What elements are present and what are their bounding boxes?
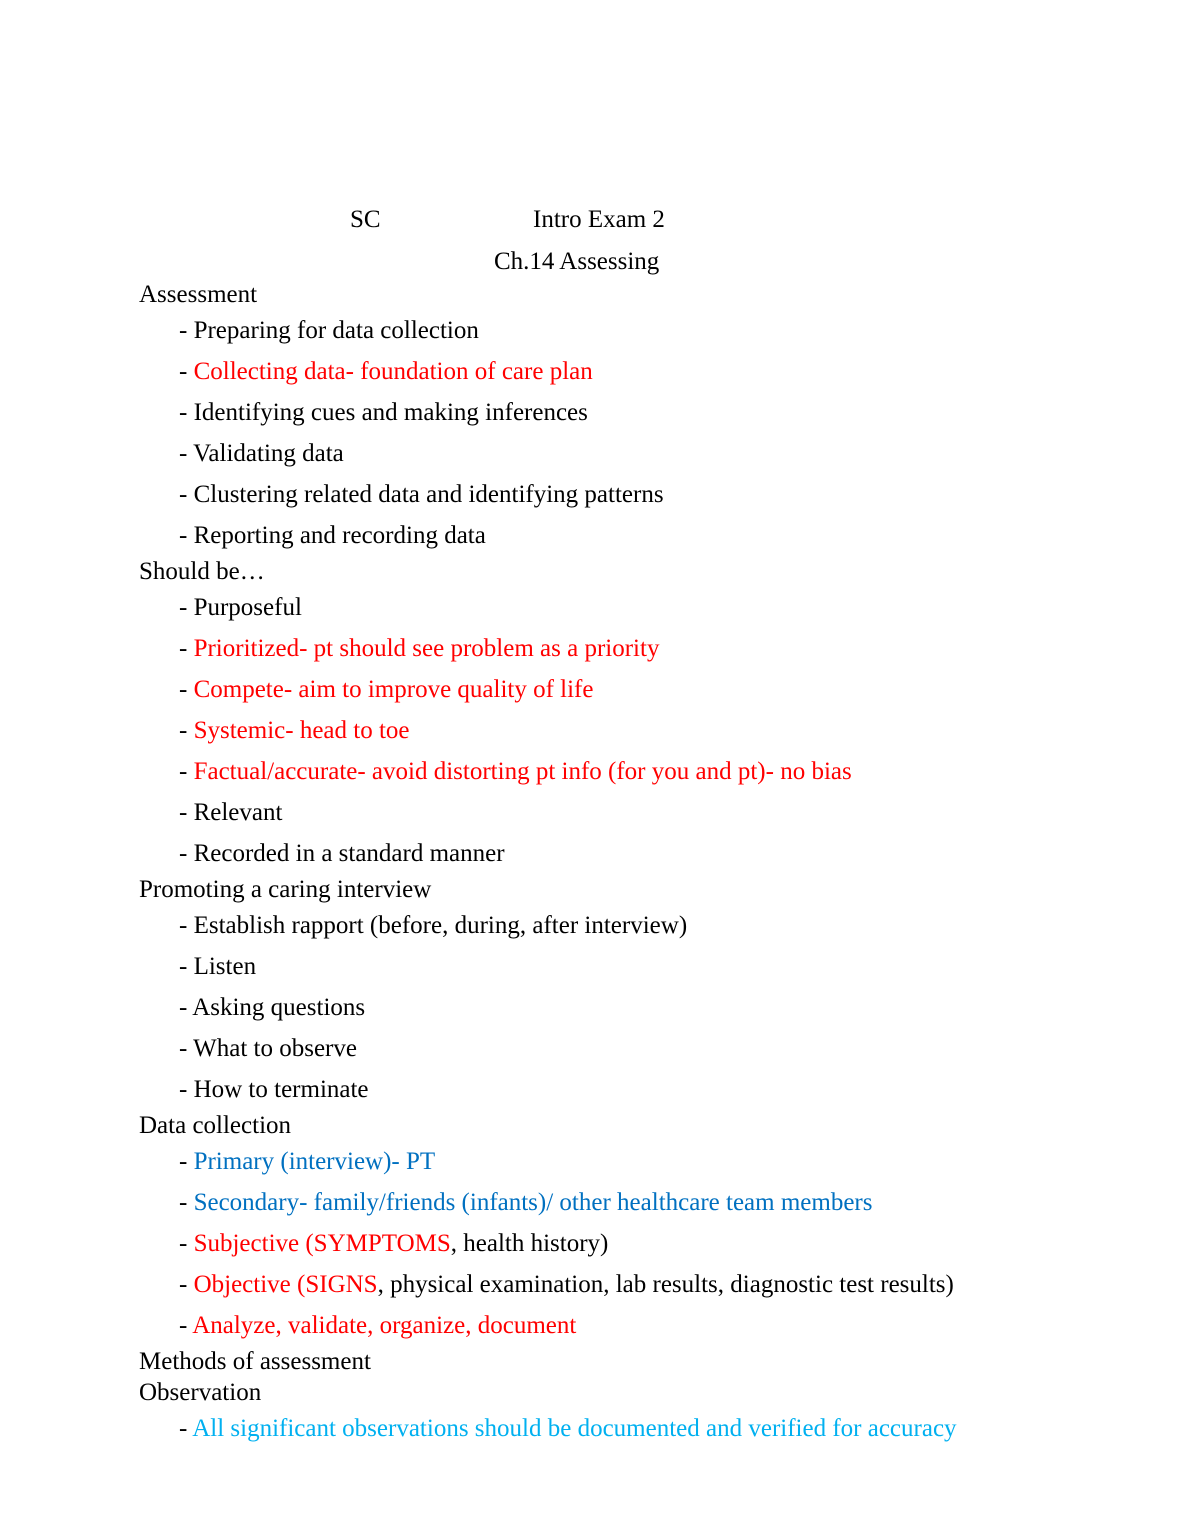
header-row — [0, 206, 1200, 240]
list-item — [139, 1069, 1179, 1110]
section-heading: Should be… — [139, 558, 265, 585]
list-item-text: Identifying cues and making inferences — [193, 399, 588, 426]
section — [139, 874, 1179, 1110]
list-item — [139, 710, 1179, 751]
list-item-text: Clustering related data and identifying patterns — [193, 481, 664, 508]
list-item-text: Compete- aim to improve quality of life — [193, 676, 594, 703]
list-item — [139, 946, 1179, 987]
list-item-text: How to terminate — [193, 1076, 369, 1103]
list-item — [139, 987, 1179, 1028]
list-item — [139, 392, 1179, 433]
bullet-dash: - — [179, 1230, 194, 1257]
section — [139, 1377, 1179, 1449]
list-item — [139, 905, 1179, 946]
section-heading: Promoting a caring interview — [139, 876, 432, 903]
list-item-text: Subjective (SYMPTOMS — [193, 1230, 451, 1257]
list-item — [139, 515, 1179, 556]
bullet-dash: - — [179, 522, 194, 549]
list-item — [139, 474, 1179, 515]
bullet-dash: - — [179, 676, 194, 703]
bullet-dash: - — [179, 317, 194, 344]
list-item — [139, 833, 1179, 874]
list-item-text: Listen — [193, 953, 257, 980]
list-item-text: , physical examination, lab results, diagnostic test results) — [377, 1271, 954, 1298]
list-item — [139, 433, 1179, 474]
section-heading: Data collection — [139, 1112, 292, 1139]
list-item-text: Systemic- head to toe — [193, 717, 410, 744]
list-item — [139, 1028, 1179, 1069]
list-item-text: Factual/accurate- avoid distorting pt info (for you and pt)- no bias — [193, 758, 852, 785]
list-item-text: Analyze, validate, organize, document — [192, 1312, 577, 1339]
list-item-text: Prioritized- pt should see problem as a priority — [193, 635, 660, 662]
bullet-dash: - — [179, 994, 193, 1021]
list-item — [139, 1305, 1179, 1346]
bullet-dash: - — [179, 1189, 194, 1216]
bullet-dash: - — [179, 594, 194, 621]
list-item-text: Establish rapport (before, during, after interview) — [193, 912, 688, 939]
section — [139, 279, 1179, 556]
list-item-text: Purposeful — [193, 594, 302, 621]
list-item-text: Validating data — [193, 440, 344, 467]
list-item-text: , health history) — [450, 1230, 609, 1257]
section-heading: Assessment — [139, 281, 258, 308]
list-item — [139, 751, 1179, 792]
bullet-dash: - — [179, 1271, 194, 1298]
list-item — [139, 1264, 1179, 1305]
bullet-dash: - — [179, 1076, 194, 1103]
list-item — [139, 628, 1179, 669]
list-item — [139, 351, 1179, 392]
list-item — [139, 792, 1179, 833]
bullet-dash: - — [179, 440, 194, 467]
bullet-dash: - — [179, 1312, 193, 1339]
bullet-dash: - — [179, 399, 194, 426]
header-initials: SC — [350, 206, 381, 233]
bullet-dash: - — [179, 840, 194, 867]
list-item-text: Collecting data- foundation of care plan — [193, 358, 593, 385]
list-item-text: All significant observations should be documented and verified for accuracy — [192, 1415, 957, 1442]
bullet-dash: - — [179, 717, 194, 744]
list-item-text: What to observe — [193, 1035, 357, 1062]
bullet-dash: - — [179, 953, 194, 980]
list-item — [139, 669, 1179, 710]
header-course-title: Intro Exam 2 — [533, 206, 665, 233]
list-item — [139, 1408, 1179, 1449]
notes-body — [139, 279, 1179, 1449]
list-item — [139, 587, 1179, 628]
bullet-dash: - — [179, 1148, 194, 1175]
section — [139, 556, 1179, 874]
list-item — [139, 1223, 1179, 1264]
bullet-dash: - — [179, 1415, 193, 1442]
list-item-text: Secondary- family/friends (infants)/ other healthcare team members — [193, 1189, 873, 1216]
section — [139, 1110, 1179, 1346]
bullet-dash: - — [179, 1035, 194, 1062]
section-heading: Observation — [139, 1379, 262, 1406]
chapter-title: Ch.14 Assessing — [494, 248, 660, 275]
list-item-text: Asking questions — [192, 994, 366, 1021]
list-item-text: Primary (interview)- PT — [193, 1148, 436, 1175]
bullet-dash: - — [179, 912, 194, 939]
list-item-text: Preparing for data collection — [193, 317, 479, 344]
bullet-dash: - — [179, 635, 194, 662]
list-item-text: Objective (SIGNS — [193, 1271, 378, 1298]
list-item-text: Recorded in a standard manner — [193, 840, 505, 867]
list-item — [139, 1141, 1179, 1182]
bullet-dash: - — [179, 758, 194, 785]
list-item-text: Relevant — [193, 799, 283, 826]
bullet-dash: - — [179, 481, 194, 508]
list-item-text: Reporting and recording data — [193, 522, 486, 549]
section-heading: Methods of assessment — [139, 1348, 371, 1375]
list-item — [139, 310, 1179, 351]
list-item — [139, 1182, 1179, 1223]
section — [139, 1346, 1179, 1377]
bullet-dash: - — [179, 358, 194, 385]
bullet-dash: - — [179, 799, 194, 826]
